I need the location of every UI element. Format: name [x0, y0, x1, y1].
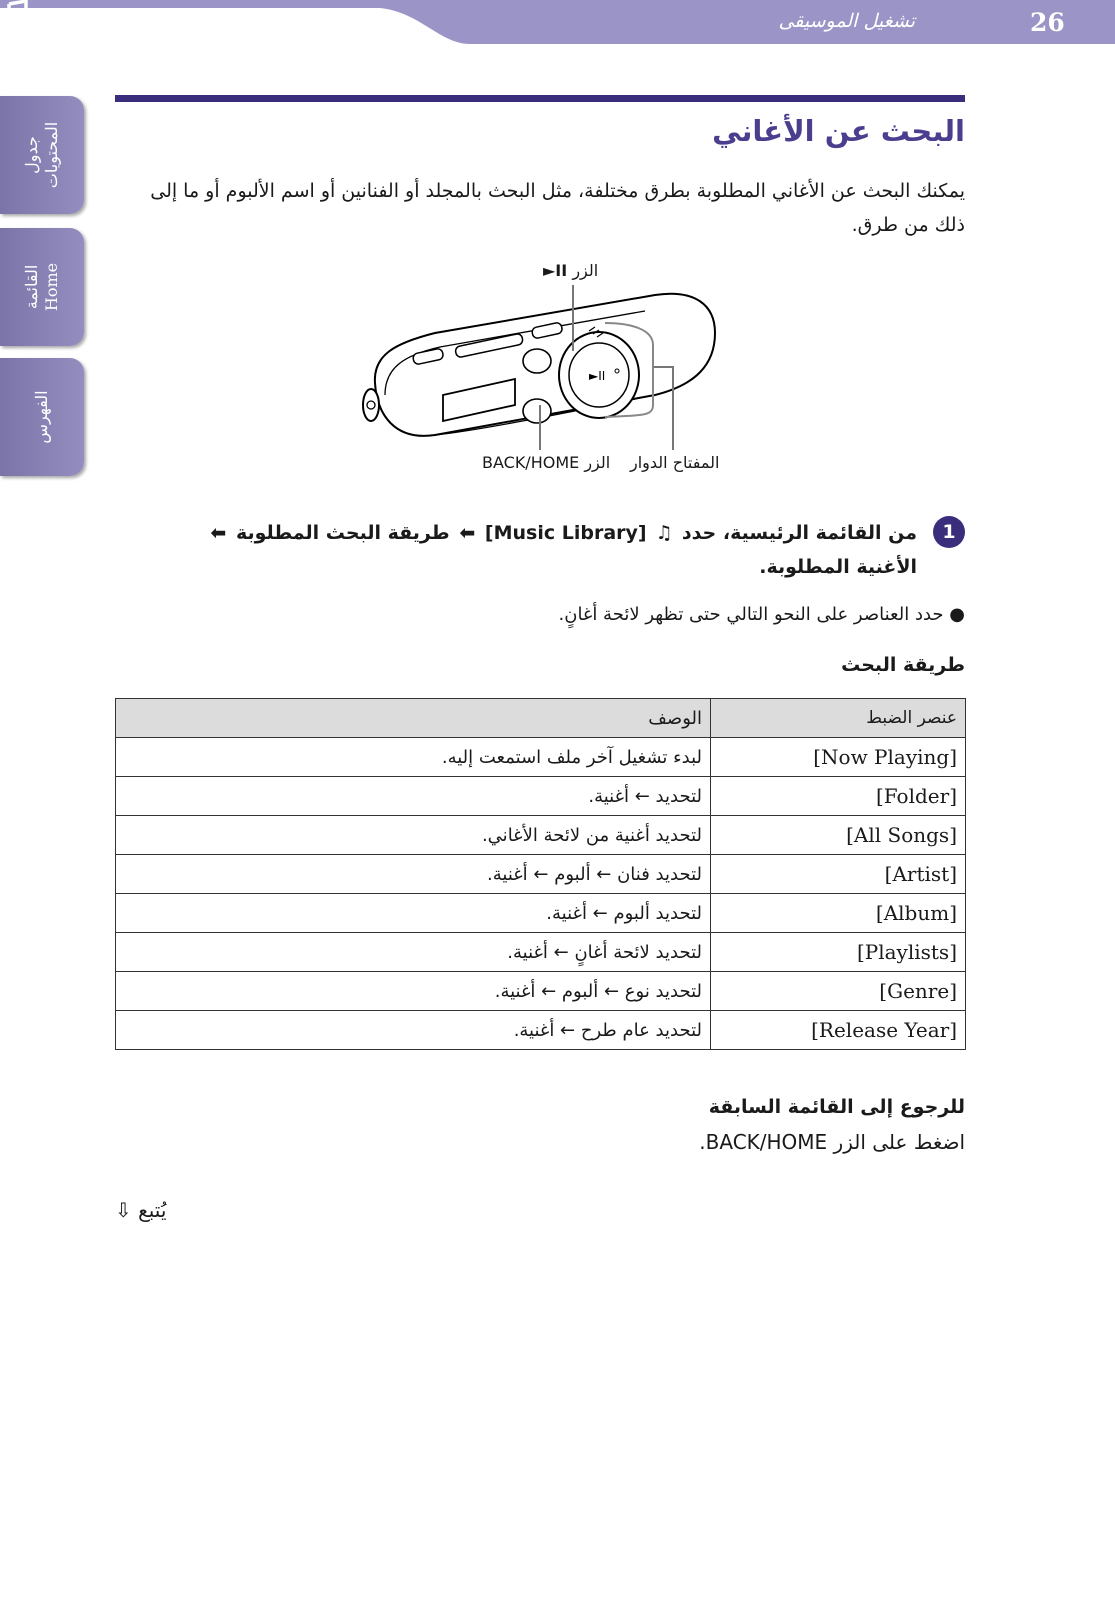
intro-paragraph: يمكنك البحث عن الأغاني المطلوبة بطرق مختلفة، مثل البحث بالمجلد أو الفنانين أو اسم الألبوم أو ما إلى ذلك من طرق. — [150, 180, 965, 236]
search-method-table — [115, 698, 966, 1050]
bullet-icon: ● — [949, 604, 965, 625]
continued-link[interactable]: يُتبع ⇩ — [115, 1198, 167, 1222]
row-desc: لتحديد فنان ← ألبوم ← أغنية. — [116, 855, 711, 894]
table-row — [116, 972, 966, 1011]
step-number-badge: 1 — [933, 516, 965, 548]
row-item: [Genre] — [711, 972, 966, 1011]
row-item: [Folder] — [711, 777, 966, 816]
header-section-title: تشغيل الموسيقى — [778, 10, 915, 32]
tab-index-label: الفهرس — [32, 390, 51, 444]
play-pause-button-callout: ►II الزر — [543, 261, 599, 280]
page-header — [0, 0, 1115, 44]
table-row — [116, 894, 966, 933]
row-item: [All Songs] — [711, 816, 966, 855]
tab-home-label: القائمة Home — [22, 262, 61, 312]
search-method-heading: طريقة البحث — [841, 654, 965, 676]
row-desc: لتحديد ← أغنية. — [116, 777, 711, 816]
tab-index[interactable] — [0, 358, 84, 476]
step-1 — [165, 516, 965, 584]
header-band — [0, 0, 1115, 44]
row-item: [Playlists] — [711, 933, 966, 972]
tab-toc-label: جدول المحتويات — [22, 121, 61, 189]
row-desc: لتحديد ألبوم ← أغنية. — [116, 894, 711, 933]
header-description: الوصف — [116, 699, 711, 738]
row-desc: لتحديد أغنية من لائحة الأغاني. — [116, 816, 711, 855]
tab-home-menu[interactable] — [0, 228, 84, 346]
table-row — [116, 855, 966, 894]
table-row — [116, 1011, 966, 1050]
title-rule — [115, 95, 965, 102]
row-item: [Release Year] — [711, 1011, 966, 1050]
row-item: [Album] — [711, 894, 966, 933]
svg-text:►II: ►II — [589, 369, 606, 383]
table-header-row — [116, 699, 966, 738]
music-note-icon: ♫ — [655, 522, 673, 544]
player-drawing — [355, 255, 740, 480]
row-desc: لتحديد نوع ← ألبوم ← أغنية. — [116, 972, 711, 1011]
bullet-note: ● حدد العناصر على النحو التالي حتى تظهر لائحة أغانٍ. — [558, 604, 965, 625]
table-row — [116, 738, 966, 777]
arrow-left-icon: ⬅ — [210, 522, 227, 544]
device-illustration — [355, 255, 740, 480]
row-item: [Now Playing] — [711, 738, 966, 777]
row-desc: لتحديد لائحة أغانٍ ← أغنية. — [116, 933, 711, 972]
table-row — [116, 777, 966, 816]
page-number: 26 — [1030, 8, 1065, 37]
row-desc: لبدء تشغيل آخر ملف استمعت إليه. — [116, 738, 711, 777]
table-row — [116, 933, 966, 972]
tab-table-of-contents[interactable] — [0, 96, 84, 214]
step-1-text: من القائمة الرئيسية، حدد ♫ [Music Library] ⬅ طريقة البحث المطلوبة ⬅ الأغنية المطلوبة. — [165, 516, 917, 584]
header-setting-item: عنصر الضبط — [711, 699, 966, 738]
row-item: [Artist] — [711, 855, 966, 894]
back-menu-text: اضغط على الزر BACK/HOME. — [699, 1130, 965, 1154]
jog-dial-callout: المفتاح الدوار — [630, 453, 720, 472]
music-note-icon — [0, 0, 30, 34]
row-desc: لتحديد عام طرح ← أغنية. — [116, 1011, 711, 1050]
arrow-left-icon: ⬅ — [459, 522, 476, 544]
page-title: البحث عن الأغاني — [712, 114, 965, 148]
back-home-button-callout: BACK/HOME الزر — [482, 453, 611, 472]
table-row — [116, 816, 966, 855]
back-menu-heading: للرجوع إلى القائمة السابقة — [708, 1096, 965, 1118]
